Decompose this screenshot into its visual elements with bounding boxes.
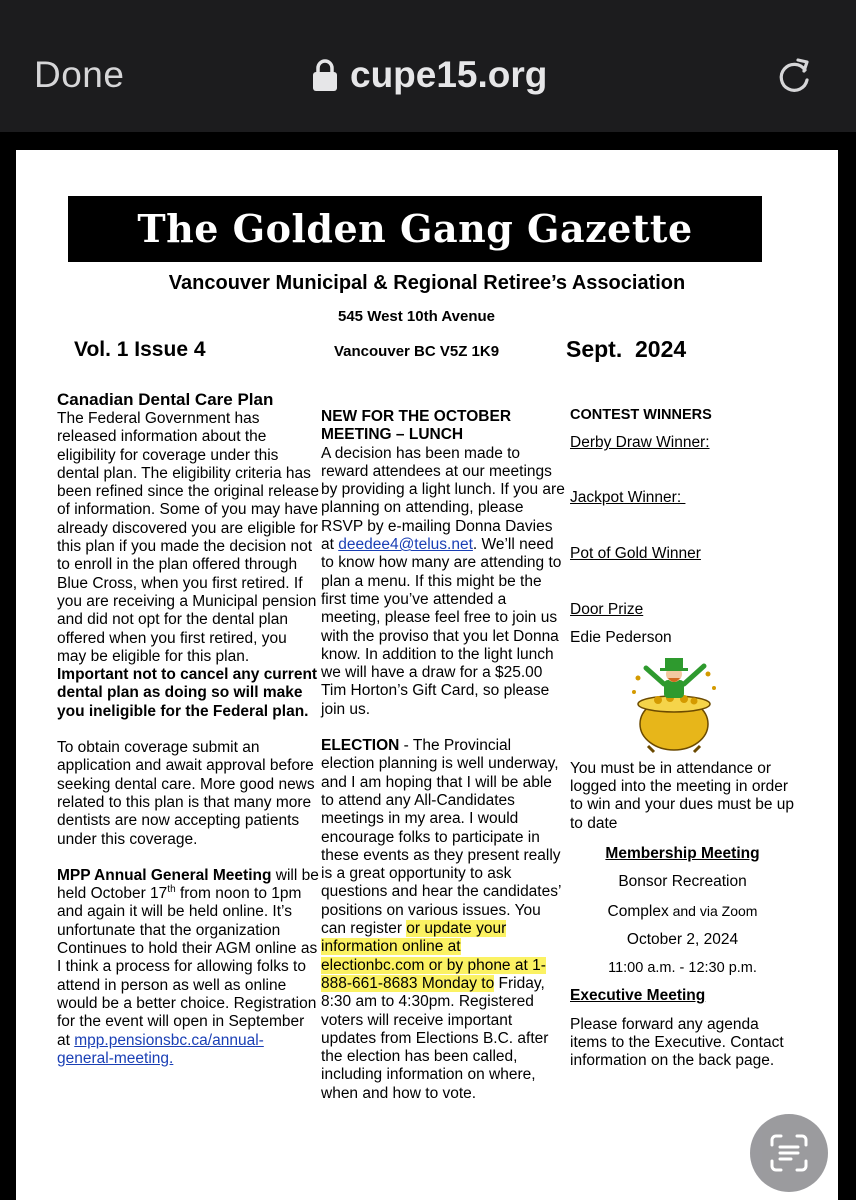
organization-name: Vancouver Municipal & Regional Retiree’s Association [168,272,686,294]
leprechaun-pot-of-gold-image [628,654,724,754]
column-contest-meetings [570,406,795,1071]
mpp-heading: MPP Annual General Meeting [57,866,272,884]
mpp-paragraph [57,867,319,1068]
door-prize-winner: Edie Pederson [570,629,672,647]
dental-paragraph-2: To obtain coverage submit an application and await approval before seeking dental care. More good news related to this plan is that many more dentists are now accepting patients under this coverage. [57,739,315,848]
election-paragraph [321,737,567,1103]
membership-venue-2 [570,902,795,921]
volume-issue: Vol. 1 Issue 4 [74,338,206,361]
dental-warning: Important not to cancel any current dental plan as doing so will make you ineligible for the Federal plan. [57,666,318,720]
election-text-a: - The Provincial election planning is well underway, and I am hoping that I will be able to attend any All-Candidates meetings in my area. I would encourage folks to participate in these events as they present really is a great opportunity to ask questions and hear the candidates’ positions on various issues. You can register [321,737,561,938]
email-link[interactable]: deedee4@telus.net [338,536,473,554]
done-button[interactable]: Done [34,54,125,95]
newsletter-title: The Golden Gang Gazette [68,196,762,262]
column-dental [57,390,319,1068]
text-scan-icon [769,1133,809,1173]
address-line-1: 545 West 10th Avenue [338,308,496,325]
mpp-link[interactable]: mpp.pensionsbc.ca/annual-general-meeting. [57,1031,264,1067]
lunch-text-b: . We’ll need to know how many are attending to plan a menu. If this might be the first time you’ve attended a meeting, please feel free to join us with the proviso that you let Donna know. In addition to the light lunch we will have a draw for a $25.00 Tim Horton’s Gift Card, so please join us. [321,536,562,718]
membership-venue-2b: and via Zoom [668,902,758,919]
membership-venue-2a: Complex [607,902,669,920]
membership-date: October 2, 2024 [626,930,739,948]
derby-winner: Derby Draw Winner: [570,434,710,452]
mpp-text-a: will be held October 17 [57,866,319,903]
lunch-paragraph [321,445,567,719]
election-heading: ELECTION [321,737,400,755]
contest-heading: CONTEST WINNERS [570,407,712,423]
mpp-sup: th [167,883,176,895]
mpp-text-b: from noon to 1pm and again it will be held online. It’s unfortunate that the organization Continues to hold their AGM online as I think a process for allowing folks to attend in person as well as online would be a better choice. Registration for the event will open in September at [57,885,318,1049]
membership-heading: Membership Meeting [605,844,760,862]
address-line-2: Vancouver BC V5Z 1K9 [334,343,500,360]
jackpot-winner: Jackpot Winner: [570,488,686,506]
door-prize: Door Prize [570,601,644,619]
address-bar[interactable] [312,54,547,96]
membership-venue-1: Bonsor Recreation [618,873,747,891]
column-lunch-election [321,408,567,1103]
lunch-text-a: A decision has been made to reward attendees at our meetings by providing a light lunch. If you are planning on attending, please RSVP by e-mailing Donna Davies at [321,444,565,554]
dental-paragraph-1 [57,410,319,721]
document-page [16,150,838,1200]
attendance-note: You must be in attendance or logged into the meeting in order to win and your dues must be up to date [570,759,795,832]
browser-toolbar [0,0,856,132]
executive-heading: Executive Meeting [570,987,706,1005]
live-text-button[interactable] [750,1114,828,1192]
lunch-heading: NEW FOR THE OCTOBER MEETING – LUNCH [321,408,512,444]
election-highlight: or update your information online at electionbc.com or by phone at 1-888-661-8683 Monday to [321,920,546,992]
lock-icon [312,58,338,92]
pot-of-gold-winner: Pot of Gold Winner [570,544,701,562]
executive-text: Please forward any agenda items to the Executive. Contact information on the back page. [570,1015,784,1070]
issue-date: Sept. 2024 [566,336,687,362]
election-text-b: Friday, 8:30 am to 4:30pm. Registered voters will receive important updates from Elections B.C. after the election has been called, including information on where, when and how to vote. [321,974,549,1102]
dental-heading: Canadian Dental Care Plan [57,390,274,409]
reload-icon[interactable] [776,56,812,94]
dental-text: The Federal Government has released information about the eligibility for coverage under this dental plan. The eligibility criteria has been refined since the original release of information. Some of you may have already discovered you are eligible for this plan if you made the decision not to enroll in the plan offered through Blue Cross, when you first retired. If you are receiving a Municipal pension and did not opt for the dental plan offered when you first retired, you may be eligible for this plan. [57,410,319,665]
url-text: cupe15.org [350,54,548,95]
membership-time: 11:00 a.m. - 12:30 p.m. [608,960,757,977]
